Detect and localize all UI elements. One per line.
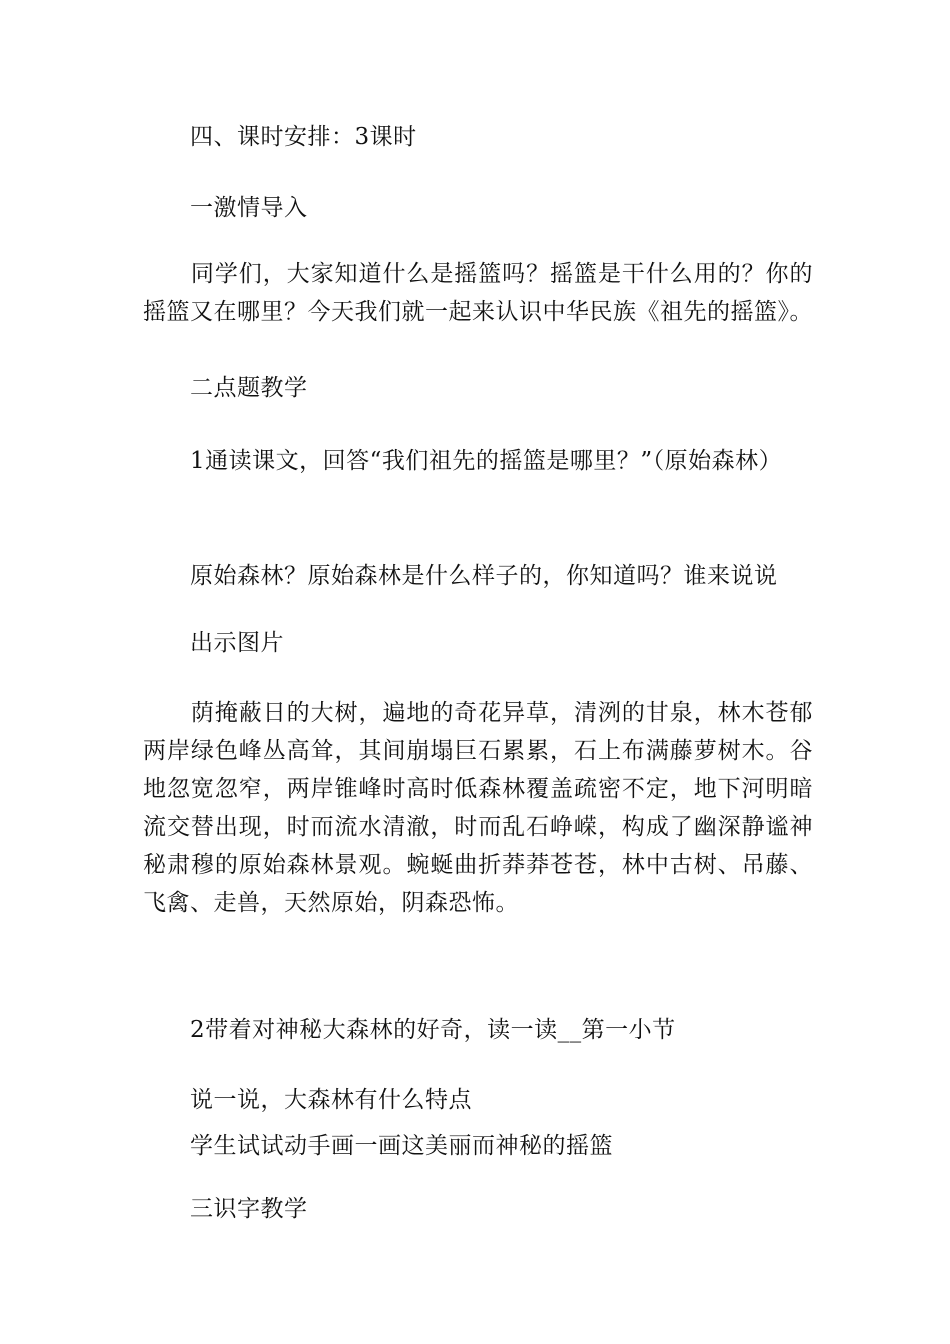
section-heading-topic: 二点题教学 xyxy=(143,375,308,401)
paragraph-read-section: 2带着对神秘大森林的好奇，读一读__第一小节 xyxy=(143,1017,676,1043)
section-heading-schedule: 四、课时安排：3课时 xyxy=(143,124,417,150)
section-heading-literacy: 三识字教学 xyxy=(143,1196,308,1222)
paragraph-read-text: 1通读课文，回答“我们祖先的摇篮是哪里？”（原始森林） xyxy=(143,448,783,474)
paragraph-show-picture: 出示图片 xyxy=(143,630,284,656)
paragraph-forest-description: 荫掩蔽日的大树，遍地的奇花异草，清洌的甘泉，林木苍郁两岸绿色峰丛高耸，其间崩塌巨石累累，石上布满藤萝树木。谷地忽宽忽窄，两岸锥峰时高时低森林覆盖疏密不定，地下河明暗流交替出现，时而流水清澈，时而乱石峥嵘，构成了幽深静谧神秘肃穆的原始森林景观。蜿蜒曲折莽莽苍苍，林中古树、吊藤、飞禽、走兽，天然原始，阴森恐怖。 xyxy=(143,700,813,916)
section-heading-intro: 一激情导入 xyxy=(143,195,308,221)
paragraph-discuss: 说一说，大森林有什么特点 xyxy=(143,1087,472,1113)
paragraph-forest-question: 原始森林？原始森林是什么样子的，你知道吗？谁来说说 xyxy=(143,563,778,589)
paragraph-intro-questions: 同学们，大家知道什么是摇篮吗？摇篮是干什么用的？你的摇篮又在哪里？今天我们就一起来认识中华民族《祖先的摇篮》。 xyxy=(143,261,813,325)
paragraph-draw: 学生试试动手画一画这美丽而神秘的摇篮 xyxy=(143,1133,613,1159)
